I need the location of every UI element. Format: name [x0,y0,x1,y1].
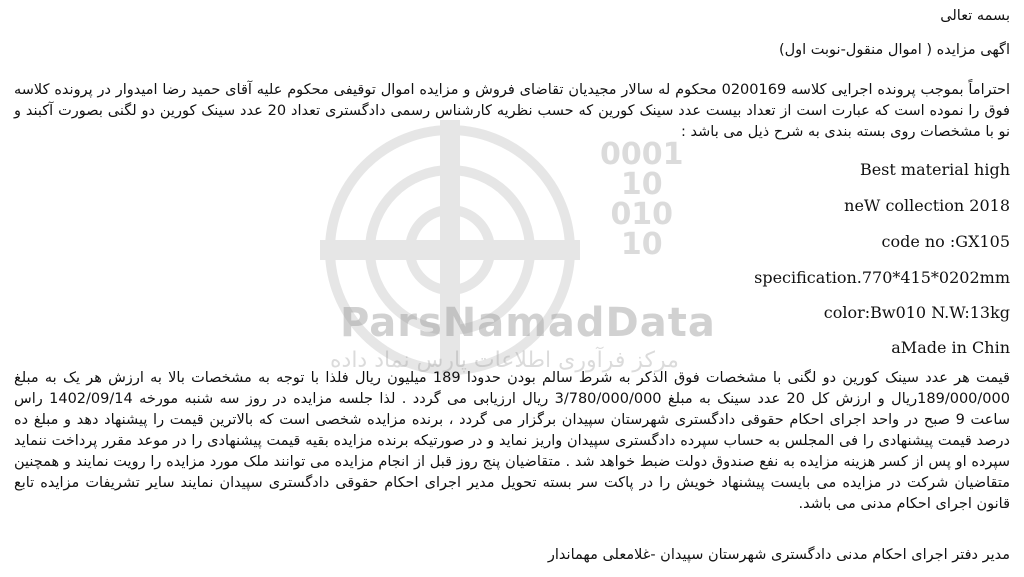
spec-line: specification.770*415*0202mm [754,268,1010,287]
body-paragraph: قیمت هر عدد سینک کورین دو لگنی با مشخصات فوق الذکر به شرط سالم بودن حدودا 189 میلیون ریال فلذا با توجه به مشخصات بالا به ارزش هر یک به مبلغ 189/000/000ریال و ارزش کل 20 عدد سینک به مبلغ 3/780/000/000 ریال ارزیابی می گردد . لذا جلسه مزایده در روز سه شنبه مورخه 1402/09/14 راس ساعت 9 صبح در واحد اجرای احکام حقوقی دادگستری شهرستان سپیدان برگزار می گردد ، برنده مزایده شخصی است که بالاترین قیمت را پیشنهاد دهد و مبلغ ده درصد قیمت پیشنهادی را فی المجلس به حساب سپرده دادگستری سپیدان واریز نماید و در صورتیکه برنده مزایده بقیه قیمت پیشنهادی را در موعد مقرر پرداخت ننماید سپرده او پس از کسر هزینه مزایده به نفع صندوق دولت ضبط خواهد شد . متقاضیان پنج روز قبل از انجام مزایده می توانند ملک مورد مزایده را رویت نمایند و همچنین متقاضیان شرکت در مزایده می بایست پیشنهاد خویش را در پاکت سر بسته تحویل مدیر اجرای احکام حقوقی دادگستری سپیدان نمایند سایر تشریفات مزایده تابع قانون اجرای احکام مدنی می باشد. [14,370,1010,512]
intro-paragraph: احتراماً بموجب پرونده اجرایی کلاسه 0200169 محکوم له سالار مجیدیان تقاضای فروش و مزایده اموال توقیفی محکوم علیه آقای حمید رضا امیدوار در پرونده کلاسه فوق را نموده است که عبارت است از تعداد بیست عدد سینک کورین که حسب نظریه کارشناس رسمی دادگستری تعداد 20 عدد سینک کورین دو لگنی بصورت آکبند و نو با مشخصات روی بسته بندی به شرح ذیل می باشد : [14,82,1010,140]
spec-line: neW collection 2018 [844,196,1010,215]
watermark-digits: 0001 10 010 10 [600,137,684,262]
document-header: بسمه تعالی [940,8,1010,24]
watermark-subtext: مرکز فرآوری اطلاعات پارس نماد داده [330,348,679,373]
watermark-text: ParsNamadData [340,300,716,346]
signature-line: مدیر دفتر اجرای احکام مدنی دادگستری شهرستان سپیدان -غلامعلی مهماندار [547,547,1010,563]
spec-line: color:Bw010 N.W:13kg [823,303,1010,322]
document-title: اگهی مزایده ( اموال منقول-نوبت اول) [778,42,1010,58]
spec-line: aMade in Chin [891,338,1010,357]
spec-line: Best material high [859,160,1010,179]
spec-line: code no :GX105 [881,232,1010,251]
